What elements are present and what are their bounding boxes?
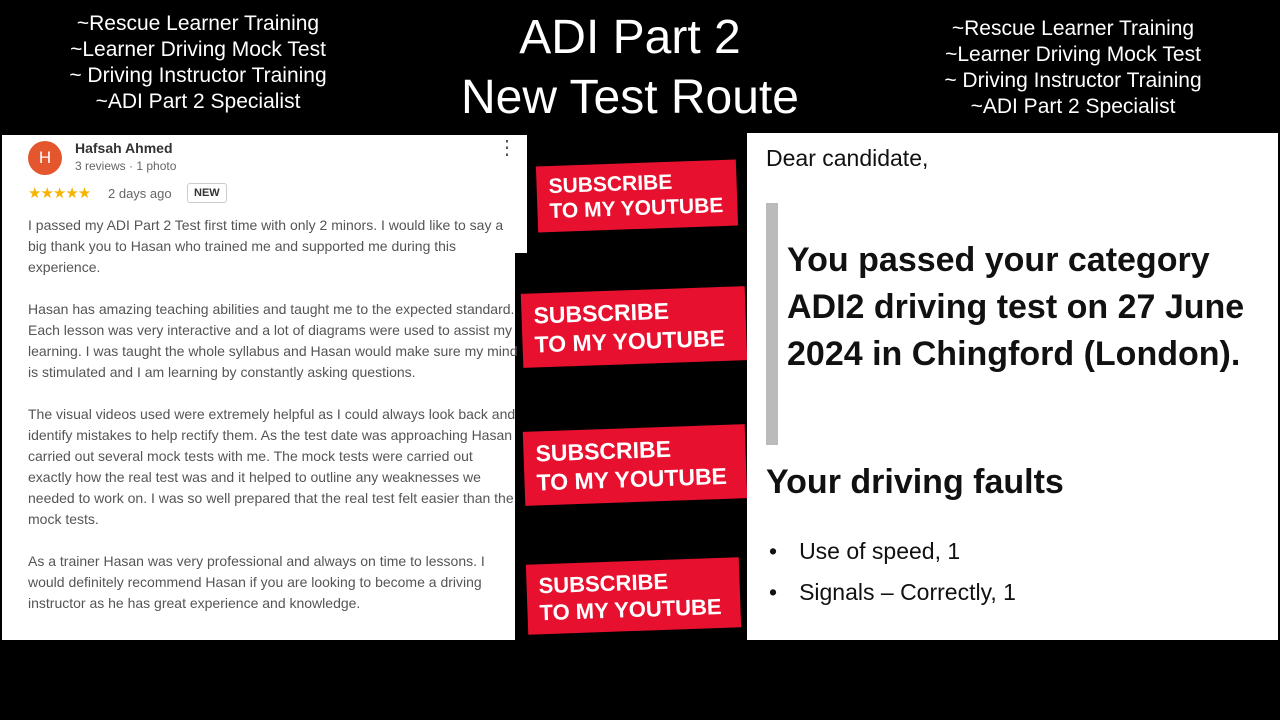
taglines-left [48, 11, 348, 115]
subscribe-banner[interactable] [536, 160, 738, 233]
review-paragraph: As a trainer Hasan was very professional and always on time to lessons. I would definitely recommend Hasan if you are looking to become a driving instructor as he has great experience and knowledge. [28, 553, 485, 611]
tagline: ~Learner Driving Mock Test [945, 43, 1201, 66]
banner-line: TO MY YOUTUBE [539, 593, 723, 626]
review-paragraph: The visual videos used were extremely helpful as I could always look back and identify mistakes to help rectify them. As the test date was approaching Hasan carried out several mock tests with me. The mock tests were carried out exactly how the real test was and it helped to outline any weaknesses we needed to work on. I was so well prepared that the real test felt easier than the mock tests. [28, 406, 516, 527]
review-paragraph: I passed my ADI Part 2 Test first time with only 2 minors. I would like to say a big thank you to Hasan who trained me and supported me during this experience. [28, 217, 504, 275]
banner-line: SUBSCRIBE [535, 435, 672, 467]
banner-line: SUBSCRIBE [538, 568, 669, 599]
faults-heading: Your driving faults [766, 463, 1064, 501]
tagline: ~ Driving Instructor Training [944, 69, 1202, 92]
subscribe-banner[interactable] [521, 286, 747, 368]
review-card [2, 135, 518, 640]
tagline: ~Rescue Learner Training [951, 17, 1195, 40]
star-rating: ★★★★★ [28, 185, 91, 202]
avatar[interactable]: H [28, 141, 62, 175]
faults-list [769, 538, 1016, 620]
quote-bar [766, 203, 778, 445]
greeting: Dear candidate, [766, 145, 929, 171]
fault-item: • Signals – Correctly, 1 [769, 579, 1016, 606]
subscribe-banner[interactable] [526, 557, 741, 634]
main-title [400, 8, 860, 128]
taglines-right [923, 16, 1223, 120]
banner-line: SUBSCRIBE [533, 297, 670, 329]
title-line-1: ADI Part 2 [519, 11, 741, 64]
tagline: ~Learner Driving Mock Test [70, 38, 326, 61]
subscribe-banner[interactable] [523, 424, 747, 506]
banner-line: TO MY YOUTUBE [536, 462, 728, 496]
test-result-letter [747, 133, 1278, 640]
banner-line: TO MY YOUTUBE [534, 324, 726, 358]
tagline: ~Rescue Learner Training [76, 12, 320, 35]
fault-item: • Use of speed, 1 [769, 538, 1016, 565]
reviewer-name[interactable]: Hafsah Ahmed [75, 140, 173, 156]
more-options-icon[interactable]: ⋮ [497, 137, 517, 159]
tagline: ~ Driving Instructor Training [69, 64, 327, 87]
title-line-2: New Test Route [461, 71, 799, 124]
review-text [28, 215, 518, 635]
pass-message: You passed your category ADI2 driving test on 27 June 2024 in Chingford (London). [787, 241, 1245, 373]
review-date: 2 days ago [108, 186, 172, 201]
review-paragraph: Hasan has amazing teaching abilities and taught me to the expected standard. Each lesson was very interactive and a lot of diagrams were used to assist my learning. I was taught the whole syllabus and Hasan would make sure my mind is stimulated and I am learning by constantly asking questions. [28, 301, 518, 380]
tagline: ~ADI Part 2 Specialist [970, 95, 1176, 118]
tagline: ~ADI Part 2 Specialist [95, 90, 301, 113]
reviewer-meta: 3 reviews · 1 photo [75, 159, 177, 173]
banner-line: SUBSCRIBE [548, 170, 673, 199]
banner-line: TO MY YOUTUBE [549, 194, 724, 224]
new-badge: NEW [187, 183, 227, 203]
